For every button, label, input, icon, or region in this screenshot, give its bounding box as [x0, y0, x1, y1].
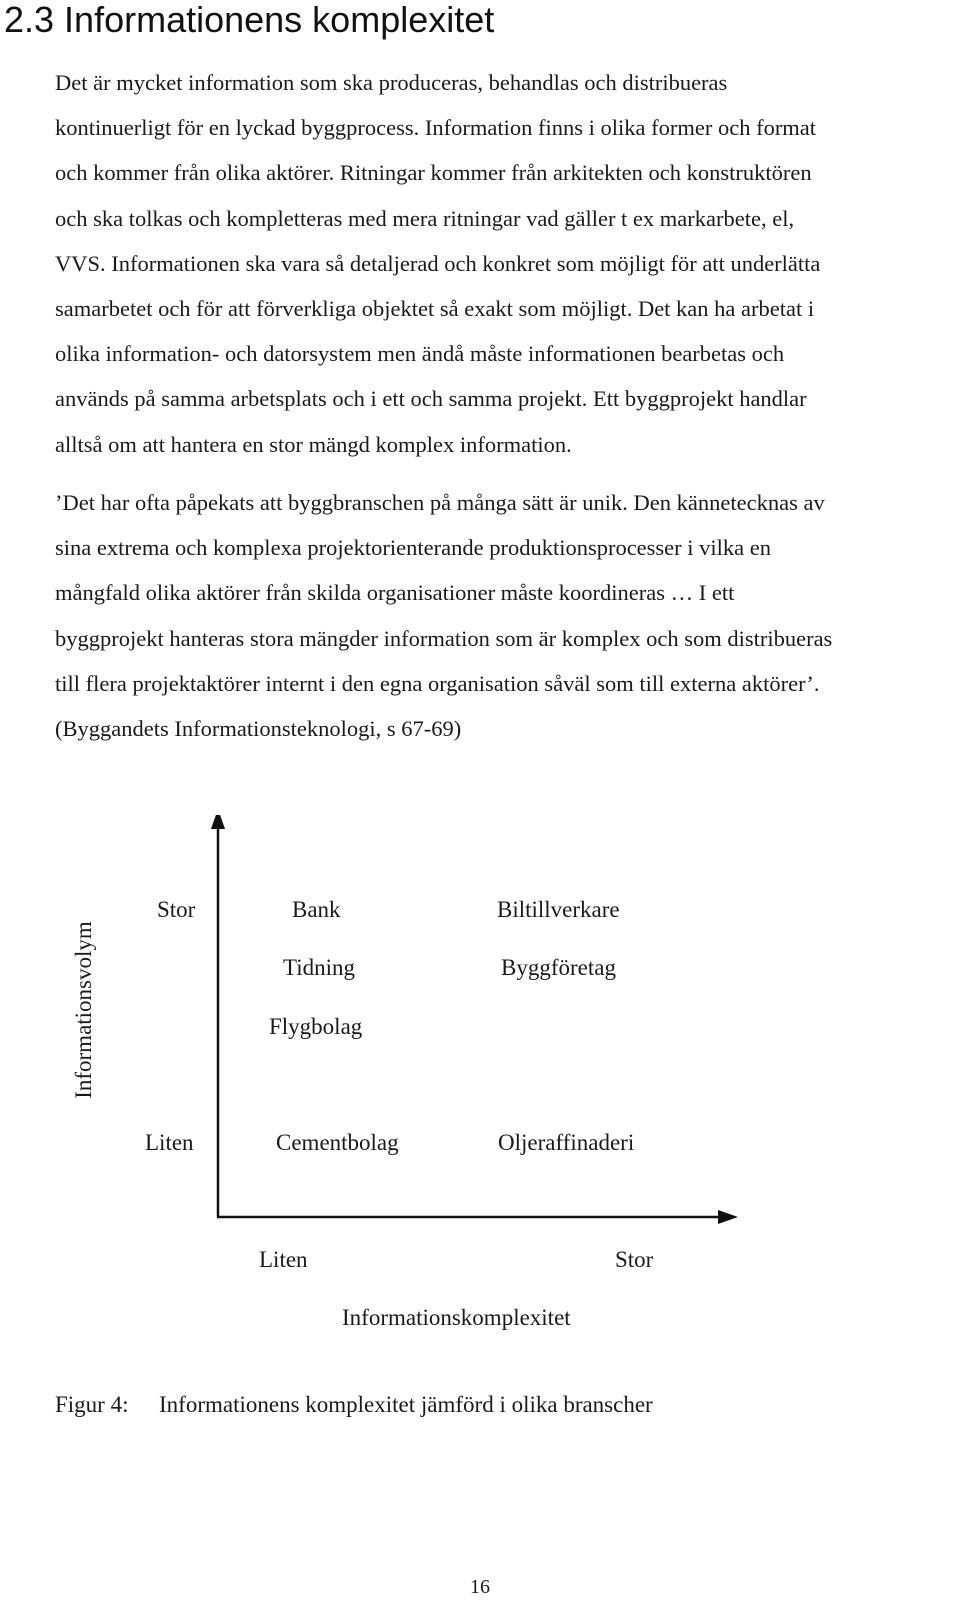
body-paragraph	[55, 60, 945, 467]
section-heading: 2.3 Informationens komplexitet	[4, 0, 495, 40]
citation-line: (Byggandets Informationsteknologi, s 67-69)	[55, 716, 462, 742]
sector-tidning: Tidning	[283, 955, 356, 980]
quote-line: mångfald olika aktörer från skilda organisationer måste koordineras … I ett	[55, 580, 735, 606]
y-high-label: Stor	[157, 897, 196, 922]
figure-caption-label: Figur 4:	[55, 1392, 129, 1417]
sector-cementbolag: Cementbolag	[276, 1130, 399, 1155]
quote-line: till flera projektaktörer internt i den egna organisation såväl som till externa aktörer’.	[55, 670, 820, 696]
paragraph-line: VVS. Informationen ska vara så detaljerad och konkret som möjligt för att underlätta	[55, 250, 821, 276]
paragraph-line: kontinuerligt för en lyckad byggprocess. Information finns i olika former och format	[55, 115, 817, 141]
figure-caption	[55, 1390, 653, 1420]
quote-line: sina extrema och komplexa projektorienterande produktionsprocesser i vilka en	[55, 535, 772, 561]
sector-bank: Bank	[292, 897, 341, 922]
quote-paragraph	[55, 480, 945, 751]
x-axis-label: Informationskomplexitet	[342, 1305, 571, 1330]
figure-caption-text: Informationens komplexitet jämförd i olika branscher	[159, 1392, 653, 1417]
sector-biltillverkare: Biltillverkare	[497, 897, 620, 922]
quote-line: ’Det har ofta påpekats att byggbranschen på många sätt är unik. Den kännetecknas av	[55, 490, 825, 515]
sector-flygbolag: Flygbolag	[269, 1014, 363, 1039]
y-low-label: Liten	[145, 1130, 194, 1155]
paragraph-line: och ska tolkas och kompletteras med mera ritningar vad gäller t ex markarbete, el,	[55, 205, 795, 231]
x-low-label: Liten	[259, 1247, 308, 1272]
complexity-diagram	[0, 815, 960, 1445]
paragraph-line: alltså om att hantera en stor mängd komplex information.	[55, 431, 572, 457]
sector-byggforetag: Byggföretag	[501, 955, 616, 980]
x-high-label: Stor	[615, 1247, 654, 1272]
paragraph-line: olika information- och datorsystem men ändå måste informationen bearbetas och	[55, 341, 785, 367]
paragraph-line: samarbetet och för att förverkliga objektet så exakt som möjligt. Det kan ha arbetat i	[55, 296, 815, 322]
paragraph-line: Det är mycket information som ska produceras, behandlas och distribueras	[55, 70, 728, 95]
paragraph-line: används på samma arbetsplats och i ett och samma projekt. Ett byggprojekt handlar	[55, 386, 807, 412]
quote-line: byggprojekt hanteras stora mängder information som är komplex och som distribueras	[55, 625, 833, 651]
y-axis-label: Informationsvolym	[71, 921, 96, 1099]
paragraph-line: och kommer från olika aktörer. Ritningar kommer från arkitekten och konstruktören	[55, 160, 812, 186]
y-axis-arrow-icon	[211, 815, 225, 829]
x-axis-arrow-icon	[718, 1210, 738, 1224]
sector-oljeraffinaderi: Oljeraffinaderi	[498, 1130, 635, 1155]
page-number: 16	[470, 1576, 490, 1598]
